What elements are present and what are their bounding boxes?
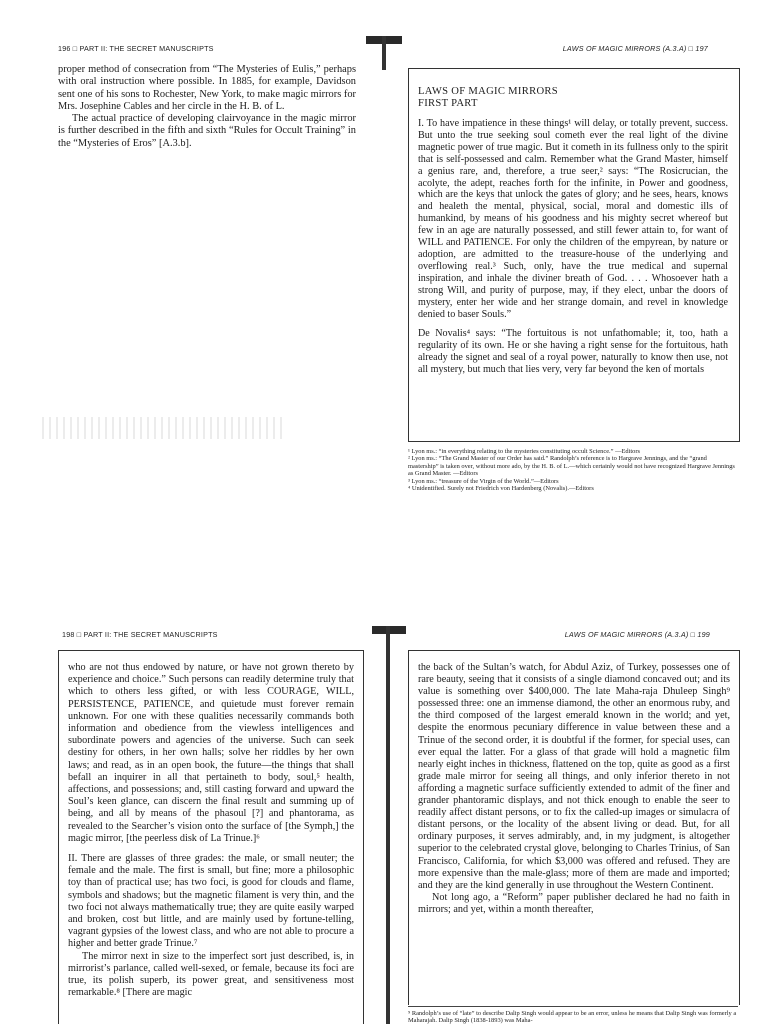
paragraph: The actual practice of developing clairvoyance in the magic mirror is further described in the fifth and sixth “Rules for Occult Training” in the “Mysteries of Eros” [A.3.b]. — [58, 113, 356, 149]
footnotes — [408, 448, 738, 492]
box-title: LAWS OF MAGIC MIRRORS — [418, 86, 558, 97]
page-header-197: LAWS OF MAGIC MIRRORS (A.3.A) □ 197 — [562, 44, 708, 53]
page-header-199: LAWS OF MAGIC MIRRORS (A.3.A) □ 199 — [564, 630, 710, 639]
top-left-page — [0, 0, 384, 512]
paragraph: II. There are glasses of three grades: the male, or small neuter; the female and the male. The first is small, but fine; more a philosophic toy than of practical use; has two foci, is good for clouds and flame, symbols and shadows; but the magnetic filament is very thin, and the two foci not always mathematically true; they are quite easily warped and broken, cost but little, and are mainly used by fortune-telling, vagrant gypsies of the lowest class, and who are not able to procure a higher and better grade Trinue.⁷ — [68, 853, 354, 950]
box-subtitle: FIRST PART — [418, 98, 478, 109]
footnote: ² Lyon ms.: “The Grand Master of our Order has said.” Randolph’s reference is to Hargrave Jennings, and the “grand mastership” is taken over, without more ado, by the H. B. of L.—which certainly would not have recognized Hargrave Jennings as Grand Master. —Editors — [408, 455, 735, 478]
mirror-laws-text — [418, 86, 728, 376]
page-header-196: 196 □ PART II: THE SECRET MANUSCRIPTS — [58, 44, 214, 53]
paragraph: the back of the Sultan’s watch, for Abdul Aziz, of Turkey, possesses one of rare beauty, seeing that it consists of a single diamond concaved out; and its value is something over $400,000. The late Maha-raja Dhuleep Singh⁹ possessed three: one an immense diamond, the other an enormous ruby, and the third composed of the largest emerald known in the world; and yet, despite the enormous pecuniary difference in value between these and a Trinue of the second order, it is doubtful if the former, for special uses, can ever equal the latter. For a glass of that grade will hold a magnetic film nearly eight inches in thickness, flattened on the top, quite as good as a first grade male mirror for seeing all things, and only inferior thereto in not affording a magnetic surface sufficiently extended to admit of the finer and grander phantoramic displays, and not thick enough to enable the seer to readily affect distant persons, or to fix the called-up images or simulacra of distant persons, or the locality of the absent living or dead. But, for all ordinary purposes, it serves admirably, and, in my judgment, is altogether superior to the celebrated crystal glove, belonging to Charles Trinius, of San Francisco, California, for which $3,000 was offered and refused. They are more expensive than the male-glass; more of them are made and imported; and they are the kind generally in use throughout the Western Continent. — [418, 662, 730, 891]
footnote: ³ Lyon ms.: “treasure of the Virgin of the World.”—Editors — [408, 477, 559, 485]
footnote-rule — [408, 1006, 738, 1007]
paragraph: proper method of consecration from “The Mysteries of Eulis,” perhaps with oral instruction where possible. In 1885, for example, Davidson sent one of his sons to Rochester, New York, to make magic mirrors for Mrs. Josephine Cables and her circle in the H. B. of L. — [58, 64, 356, 112]
bottom-left-page — [0, 512, 384, 1024]
page-header-198: 198 □ PART II: THE SECRET MANUSCRIPTS — [62, 630, 218, 639]
page-199-body — [418, 662, 730, 916]
footnote: ¹ Lyon ms.: “in everything relating to the mysteries constituting occult Science.” —Editors — [408, 448, 640, 455]
paragraph: Not long ago, a “Reform” paper publisher declared he had no faith in mirrors; and yet, within a month thereafter, — [418, 891, 730, 915]
page-198-body — [68, 662, 354, 999]
bottom-right-page — [384, 512, 768, 1024]
paragraph: I. To have impatience in these things¹ will delay, or totally prevent, success. But unto the true seeking soul cometh ever the real light of the divine magnetic power of true magic. But it cometh in its fullness only to the spirit that is self-possessed and calm. Remember what the Grand Master, himself a genius rare, and, therefore, a true seer,² says: “The Rosicrucian, the acolyte, the adept, reaches forth for the infinite, in Power and goodness, which are the keys that unlock the gates of glory; and he sees, hears, knows and healeth the mental, physical, social, moral and domestic ills of humankind, by means of his goodness and his mighty secret whereof but few in an age are naturally possessed, and still fewer attain to, for want of WILL and PATIENCE. For only the children of the empyrean, by nature or adoption, are admitted to the treasure-house of the underlying and overflowing real.³ Such, only, have the true medical and supernal inspiration, and inhale the diviner breath of God. . . . Whosoever hath a strong Will, and purity of purpose, may, if they elect, unbar the doors of mystery, enter her wide and her strange domain, and revel in knowledge denied to baser Souls.” — [418, 118, 728, 320]
footnote: ⁴ Unidentified. Surely not Friedrich von Hardenberg (Novalis).—Editors — [408, 485, 594, 493]
top-right-page — [384, 0, 768, 512]
footnote: ⁹ Randolph’s use of “late” to describe Dalip Singh would appear to be an error, unless he means that Dalip Singh was formerly a Maharajah. Dalip Singh (1838-1893) was Maha- — [408, 1010, 737, 1024]
paragraph: The mirror next in size to the imperfect sort just described, is, in mirrorist’s parlance, called well-sexed, or female, because its foci are true, its polish superb, its power great, and sensitiveness most remarkable.⁸ [There are magic — [68, 950, 354, 999]
paragraph: De Novalis⁴ says: “The fortuitous is not unfathomable; it, too, hath a regularity of its own. He or she having a right sense for the fortuitous, hath already the signet and seal of a royal power, naturally to know then use, not all mystery, but much that lies very, very far beyond the ken of mortals — [418, 328, 728, 376]
scan-artifact — [42, 417, 282, 439]
page-196-body — [58, 64, 356, 150]
paragraph: who are not thus endowed by nature, or have not grown thereto by experience and choice.” Such persons can readily determine truly that which to others less gifted, or with less COURAGE, WILL, PERSISTENCE, PATIENCE, and quietude must forever remain unknown. For one with these qualities necessarily commands both information and obedience from the viewless intelligences and subordinate powers and agencies of the universe. Such can seek destiny for others, in her own halls; solve her riddles by her own laws; and read, as in an open book, the future—the things that shall befall an inquirer in all that pertaineth to body, soul,⁵ health, affections, and possessions; and, still casting forward and upward the Soul’s keen glance, can discern the final result and summing up of being, and all by means of the phasoul [?] and phantorama, as revealed to the Searcher’s vision onto the surface of [the Symph,] the magic mirror, [the peerless disk of La Trinue.]⁶ — [68, 662, 354, 844]
